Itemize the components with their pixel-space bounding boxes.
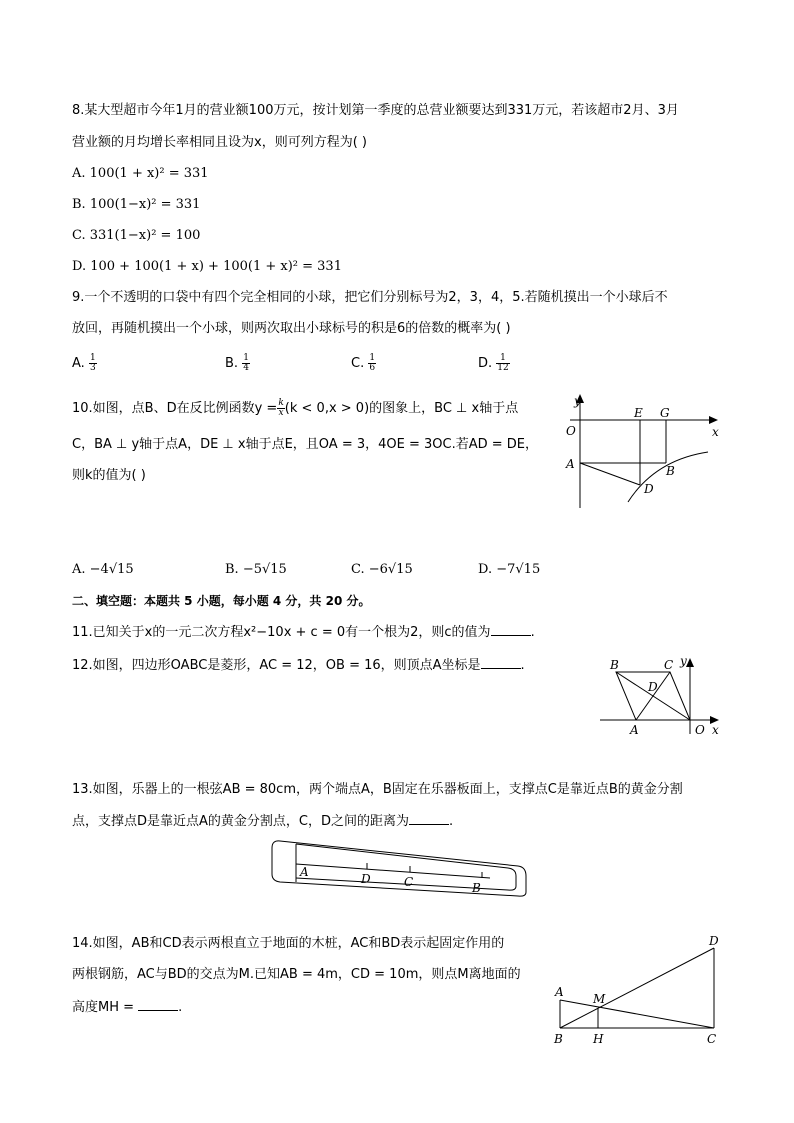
q8-stem-line2: 营业额的月均增长率相同且设为x，则可列方程为( ) <box>72 135 367 150</box>
denominator: 4 <box>243 363 249 373</box>
q8-option-a: A. 100(1 + x)² = 331 <box>72 166 209 181</box>
denominator: 12 <box>497 363 509 373</box>
option-letter: C. <box>351 356 365 371</box>
fraction <box>277 399 284 418</box>
denominator: x <box>278 408 284 418</box>
q13-stem-line1: 13.如图，乐器上的一根弦AB = 80cm，两个端点A，B固定在乐器板面上，支撑点C是靠近点B的黄金分割 <box>72 782 683 797</box>
answer-blank <box>138 998 178 1011</box>
q10-option-b: B. −5√15 <box>225 562 287 577</box>
fraction <box>89 354 97 373</box>
q10-option-d: D. −7√15 <box>478 562 541 577</box>
denominator: 6 <box>369 363 376 373</box>
label-a: A <box>566 457 575 471</box>
rod-ac <box>560 1000 714 1028</box>
label-c: C <box>707 1032 717 1046</box>
q11-stem: 11.已知关于x的一元二次方程x²−10x + c = 0有一个根为2，则c的值为 <box>72 625 491 640</box>
q9-option-c <box>351 354 376 373</box>
q8-option-c: C. 331(1−x)² = 100 <box>72 228 201 243</box>
q10-stem-line2: C，BA ⊥ y轴于点A，DE ⊥ x轴于点E，且OA = 3，4OE = 3OC.若AD = DE， <box>72 437 538 452</box>
q14-stem-line3: 高度MH = <box>72 1000 135 1015</box>
q10-option-a: A. −4√15 <box>72 562 134 577</box>
label-c: C <box>664 658 674 672</box>
label-m: M <box>593 992 606 1006</box>
q11-stem-line <box>72 623 535 642</box>
numerator: k <box>278 398 284 408</box>
string-ab <box>296 864 490 878</box>
fraction <box>242 354 250 373</box>
label-o: O <box>566 424 576 438</box>
q10-stem-line1-part1: 10.如图，点B、D在反比例函数y = <box>72 401 278 416</box>
y-axis-arrow-icon <box>686 658 694 667</box>
segment-ad <box>580 463 640 485</box>
instrument-outline <box>272 841 526 896</box>
q10-stem-line1-part2: (k < 0,x > 0)的图象上，BC ⊥ x轴于点 <box>284 401 519 416</box>
q12-figure <box>598 652 724 744</box>
option-letter: D. <box>478 356 493 371</box>
q13-instrument-figure <box>268 836 530 900</box>
q8-option-b: B. 100(1−x)² = 331 <box>72 197 201 212</box>
label-g: G <box>660 406 670 420</box>
label-b: B <box>610 658 619 672</box>
q12-end: . <box>520 658 525 673</box>
answer-blank <box>409 812 449 825</box>
option-letter: B. <box>225 356 239 371</box>
answer-blank <box>491 623 531 636</box>
q8-stem-line1: 8.某大型超市今年1月的营业额100万元，按计划第一季度的总营业额要达到331万元，若该超市2月、3月 <box>72 103 679 118</box>
q14-end: . <box>178 1000 183 1015</box>
q14-stem-line1: 14.如图，AB和CD表示两根直立于地面的木桩，AC和BD表示起固定作用的 <box>72 936 505 951</box>
label-b: B <box>554 1032 563 1046</box>
q9-option-a <box>72 354 97 373</box>
q9-stem-line2: 放回，再随机摸出一个小球，则两次取出小球标号的积是6的倍数的概率为( ) <box>72 321 511 336</box>
fraction <box>496 354 509 373</box>
numerator: 1 <box>243 353 249 363</box>
rod-bd <box>560 948 714 1028</box>
label-d: D <box>644 482 654 496</box>
label-a: A <box>300 865 309 879</box>
label-d: D <box>648 680 658 694</box>
q9-stem-line1: 9.一个不透明的口袋中有四个完全相同的小球，把它们分别标号为2，3，4，5.若随机摸出一个小球后不 <box>72 290 668 305</box>
label-y: y <box>574 394 581 408</box>
numerator: 1 <box>89 353 96 363</box>
label-h: H <box>593 1032 604 1046</box>
label-c: C <box>404 875 414 889</box>
answer-blank <box>481 656 521 669</box>
q10-stem-line1 <box>72 396 518 422</box>
label-x: x <box>712 425 719 439</box>
q8-option-d: D. 100 + 100(1 + x) + 100(1 + x)² = 331 <box>72 259 342 274</box>
q14-stem-line3-row <box>72 998 182 1017</box>
q14-figure <box>548 930 728 1050</box>
q12-stem: 12.如图，四边形OABC是菱形，AC = 12，OB = 16，则顶点A坐标是 <box>72 658 481 673</box>
label-d: D <box>709 934 719 948</box>
label-b: B <box>666 464 675 478</box>
q10-figure <box>560 390 730 512</box>
numerator: 1 <box>369 353 376 363</box>
label-e: E <box>634 406 643 420</box>
q12-stem-line <box>72 656 525 675</box>
denominator: 3 <box>89 363 96 373</box>
q11-end: . <box>530 625 535 640</box>
q13-stem-line2-row <box>72 812 453 831</box>
q9-option-d <box>478 354 510 373</box>
x-axis-arrow-icon <box>709 416 718 424</box>
q9-option-b <box>225 354 250 373</box>
label-a: A <box>630 723 639 737</box>
label-y: y <box>680 654 687 668</box>
fraction <box>368 354 376 373</box>
option-letter: A. <box>72 356 85 371</box>
numerator: 1 <box>496 354 509 364</box>
q14-stem-line2: 两根钢筋，AC与BD的交点为M.已知AB = 4m，CD = 10m，则点M离地面的 <box>72 967 521 982</box>
q10-option-c: C. −6√15 <box>351 562 413 577</box>
q13-stem-line2: 点，支撑点D是靠近点A的黄金分割点，C，D之间的距离为 <box>72 814 409 829</box>
label-a: A <box>555 985 564 999</box>
q13-end: . <box>449 814 454 829</box>
label-o: O <box>695 723 705 737</box>
q10-stem-line3: 则k的值为( ) <box>72 468 146 483</box>
label-x: x <box>712 723 719 737</box>
section-2-title: 二、填空题：本题共 5 小题，每小题 4 分，共 20 分。 <box>72 594 371 608</box>
label-d: D <box>361 872 371 886</box>
label-b: B <box>472 881 481 895</box>
